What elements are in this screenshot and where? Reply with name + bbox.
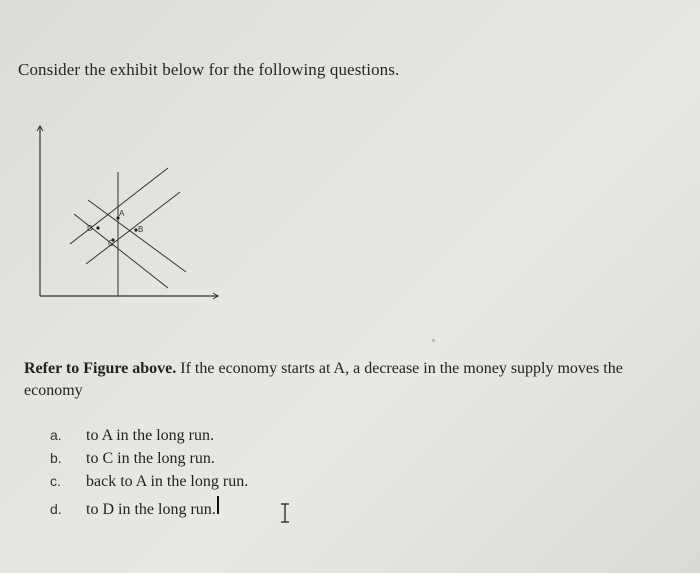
answer-options bbox=[50, 427, 350, 519]
option-text: to C in the long run. bbox=[86, 450, 215, 467]
question-text bbox=[24, 358, 684, 402]
question-body: If the economy starts at A, a decrease in the money supply moves the economy bbox=[24, 360, 623, 399]
point-b-label: B bbox=[138, 225, 144, 234]
ibeam-cursor-icon bbox=[279, 503, 291, 523]
option-d[interactable] bbox=[50, 496, 350, 519]
option-text: to D in the long run. bbox=[86, 501, 216, 518]
option-letter: a. bbox=[50, 427, 62, 443]
as-curve-1 bbox=[70, 168, 168, 244]
question-lead: Refer to Figure above. bbox=[24, 360, 177, 377]
option-text: to A in the long run. bbox=[86, 427, 214, 444]
option-a[interactable] bbox=[50, 427, 350, 450]
option-c[interactable] bbox=[50, 473, 350, 496]
option-text: back to A in the long run. bbox=[86, 473, 249, 490]
option-b[interactable] bbox=[50, 450, 350, 473]
point-d-label: D bbox=[87, 224, 93, 233]
stray-dot bbox=[432, 339, 435, 342]
instruction-text: Consider the exhibit below for the following questions. bbox=[18, 60, 400, 79]
point-d-marker bbox=[96, 226, 99, 229]
ad-as-figure bbox=[28, 122, 228, 307]
text-cursor bbox=[217, 496, 219, 514]
ad-as-diagram bbox=[28, 122, 228, 307]
option-letter: d. bbox=[50, 501, 62, 517]
as-curve-2 bbox=[86, 192, 180, 264]
point-c-label: C bbox=[108, 239, 114, 248]
point-a-label: A bbox=[119, 209, 125, 218]
option-letter: c. bbox=[50, 473, 61, 489]
option-letter: b. bbox=[50, 450, 62, 466]
